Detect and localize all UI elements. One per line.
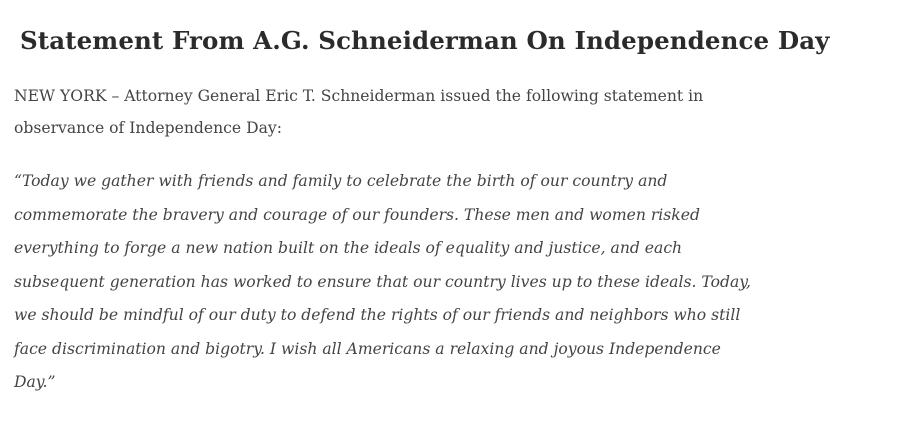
quote-line: we should be mindful of our duty to defend the rights of our friends and neighbors who still — [14, 306, 741, 324]
quote-line: everything to forge a new nation built on the ideals of equality and justice, and each — [14, 239, 683, 257]
intro-line: observance of Independence Day: — [14, 119, 282, 137]
quote-paragraph — [14, 165, 884, 400]
quote-line: “Today we gather with friends and family to celebrate the birth of our country and — [14, 172, 668, 190]
page-title: Statement From A.G. Schneiderman On Independence Day — [20, 26, 830, 55]
press-release-article — [14, 0, 894, 400]
quote-line: face discrimination and bigotry. I wish all Americans a relaxing and joyous Independence — [14, 339, 721, 358]
intro-paragraph — [14, 80, 834, 144]
quote-line: subsequent generation has worked to ensure that our country lives up to these ideals. Today, — [14, 272, 751, 291]
quote-line: Day.” — [14, 373, 56, 391]
quote-line: commemorate the bravery and courage of our founders. These men and women risked — [14, 205, 700, 224]
intro-line: NEW YORK – Attorney General Eric T. Schneiderman issued the following statement in — [14, 87, 704, 105]
